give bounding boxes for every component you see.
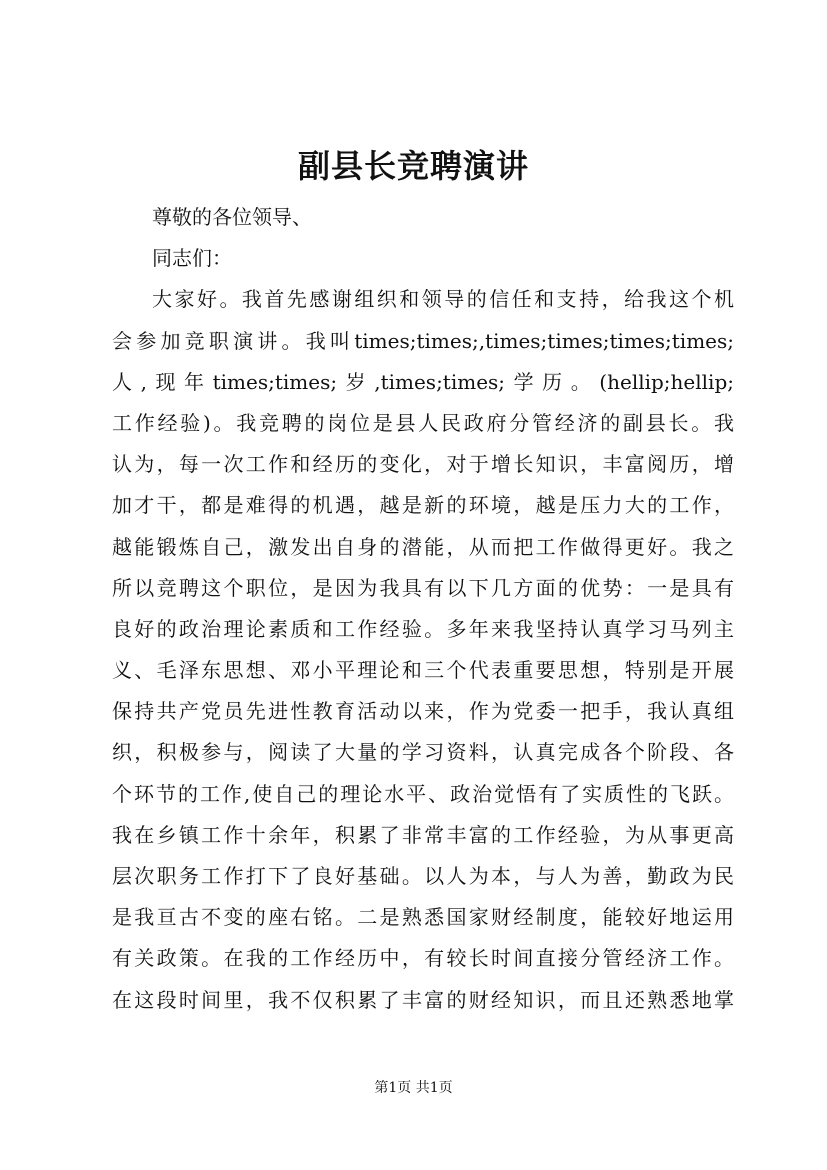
salutation-line: 同志们：	[152, 246, 232, 271]
paragraph-line: 越能锻炼自己，激发出自身的潜能，从而把工作做得更好。我之	[112, 534, 734, 559]
paragraph-line: 大家好。我首先感谢组织和领导的信任和支持，给我这个机	[152, 287, 734, 312]
paragraph-line: 织，积极参与，阅读了大量的学习资料，认真完成各个阶段、各	[112, 740, 734, 765]
paragraph-line: 保持共产党员先进性教育活动以来，作为党委一把手，我认真组	[112, 699, 734, 724]
salutation-line: 尊敬的各位领导、	[152, 205, 312, 229]
paragraph-line: 会参加竞职演讲。我叫times;times;,times;times;times;times;	[112, 328, 734, 353]
paragraph-line: 我在乡镇工作十余年，积累了非常丰富的工作经验，为从事更高	[112, 822, 734, 847]
paragraph-line: 良好的政治理论素质和工作经验。多年来我坚持认真学习马列主	[112, 616, 734, 641]
document-title: 副县长竞聘演讲	[297, 147, 529, 185]
paragraph-line: 认为，每一次工作和经历的变化，对于增长知识，丰富阅历，增	[112, 452, 734, 477]
document-body	[112, 197, 734, 1021]
paragraph-line: 有关政策。在我的工作经历中，有较长时间直接分管经济工作。	[112, 946, 734, 971]
paragraph-line: 所以竞聘这个职位，是因为我具有以下几方面的优势：一是具有	[112, 575, 734, 600]
paragraph-line: 工作经验)。我竞聘的岗位是县人民政府分管经济的副县长。我	[112, 410, 734, 435]
paragraph-line: 人,现年times;times;岁,times;times;学历。(hellip;hellip;	[112, 369, 734, 394]
paragraph-line: 是我亘古不变的座右铭。二是熟悉国家财经制度，能较好地运用	[112, 905, 734, 930]
page-footer: 第1页 共1页	[374, 1080, 453, 1096]
paragraph-line: 层次职务工作打下了良好基础。以人为本，与人为善，勤政为民	[112, 864, 734, 888]
paragraph-line: 个环节的工作,使自己的理论水平、政治觉悟有了实质性的飞跃。	[112, 781, 734, 806]
paragraph-line: 在这段时间里，我不仅积累了丰富的财经知识，而且还熟悉地掌	[112, 987, 734, 1012]
paragraph-line: 义、毛泽东思想、邓小平理论和三个代表重要思想，特别是开展	[112, 658, 734, 683]
paragraph-line: 加才干，都是难得的机遇，越是新的环境，越是压力大的工作，	[112, 493, 734, 518]
